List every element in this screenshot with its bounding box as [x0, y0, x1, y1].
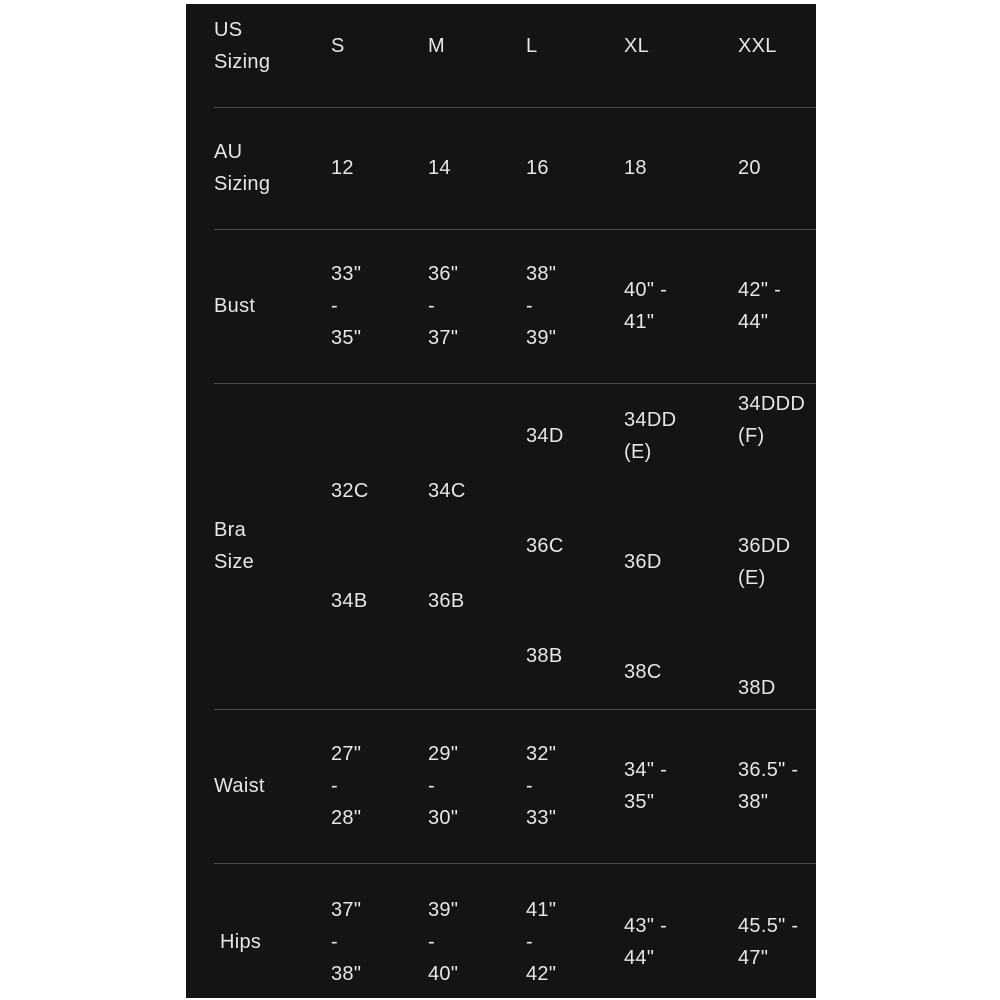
bra-size-value: 32C — [331, 480, 369, 502]
size-cell-s: 37" - 38" — [331, 899, 362, 985]
row-bust — [186, 230, 816, 383]
size-cell-m: 14 — [428, 157, 451, 179]
size-cell-xl: 40" - 41" — [624, 279, 668, 333]
spacer — [526, 594, 564, 608]
bra-size-value: 34DDD (F) — [738, 393, 806, 447]
size-cell-s: 33" - 35" — [331, 263, 362, 349]
spacer — [738, 484, 805, 498]
size-cell-s: S — [331, 35, 345, 57]
size-cell-s — [331, 443, 369, 649]
bra-size-value: 36B — [428, 590, 465, 612]
size-cell-l: 38" - 39" — [526, 263, 557, 349]
row-label: Waist — [214, 775, 265, 797]
size-cell-m: 29" - 30" — [428, 743, 459, 829]
bra-size-value: 36C — [526, 535, 564, 557]
size-cell-xxl: 20 — [738, 157, 761, 179]
bra-size-value: 36D — [624, 551, 662, 573]
spacer — [428, 539, 466, 553]
bra-size-value: 34B — [331, 590, 368, 612]
row-label: Hips — [220, 931, 262, 953]
size-cell-xl: 34" - 35" — [624, 759, 668, 813]
bra-size-value: 38C — [624, 661, 662, 683]
row-label: Bust — [214, 295, 256, 317]
row-au-sizing — [186, 108, 816, 229]
size-cell-m: M — [428, 35, 445, 57]
row-label: US Sizing — [214, 19, 271, 73]
row-us-sizing — [186, 4, 816, 107]
size-cell-m: 39" - 40" — [428, 899, 459, 985]
size-cell-xxl: 45.5" - 47" — [738, 915, 799, 969]
size-cell-s: 27" - 28" — [331, 743, 362, 829]
size-cell-l: 32" - 33" — [526, 743, 557, 829]
size-cell-xxl: XXL — [738, 35, 777, 57]
size-cell-m — [428, 443, 466, 649]
spacer — [526, 484, 564, 498]
size-cell-xxl: 36.5" - 38" — [738, 759, 799, 813]
bra-size-value: 34DD (E) — [624, 409, 677, 463]
row-label: AU Sizing — [214, 141, 271, 195]
bra-size-value: 34D — [526, 425, 564, 447]
size-chart-panel — [186, 4, 816, 998]
size-cell-xl: 43" - 44" — [624, 915, 668, 969]
spacer — [331, 539, 369, 553]
bra-size-value: 38B — [526, 645, 563, 667]
bra-size-value: 36DD (E) — [738, 535, 791, 589]
size-cell-xxl — [738, 356, 805, 736]
spacer — [624, 500, 676, 514]
row-hips — [186, 864, 816, 998]
size-cell-l: L — [526, 35, 538, 57]
size-cell-l: 16 — [526, 157, 549, 179]
size-cell-xl: XL — [624, 35, 650, 57]
bra-size-value: 38D — [738, 677, 776, 699]
size-cell-l — [526, 388, 564, 704]
spacer — [738, 626, 805, 640]
size-cell-l: 41" - 42" — [526, 899, 557, 985]
size-cell-xl — [624, 372, 676, 720]
row-label: Bra Size — [214, 519, 255, 573]
spacer — [624, 610, 676, 624]
size-cell-m: 36" - 37" — [428, 263, 459, 349]
size-cell-s: 12 — [331, 157, 354, 179]
row-bra-size — [186, 384, 816, 709]
row-waist — [186, 710, 816, 863]
size-cell-xl: 18 — [624, 157, 647, 179]
bra-size-value: 34C — [428, 480, 466, 502]
size-cell-xxl: 42" - 44" — [738, 279, 782, 333]
